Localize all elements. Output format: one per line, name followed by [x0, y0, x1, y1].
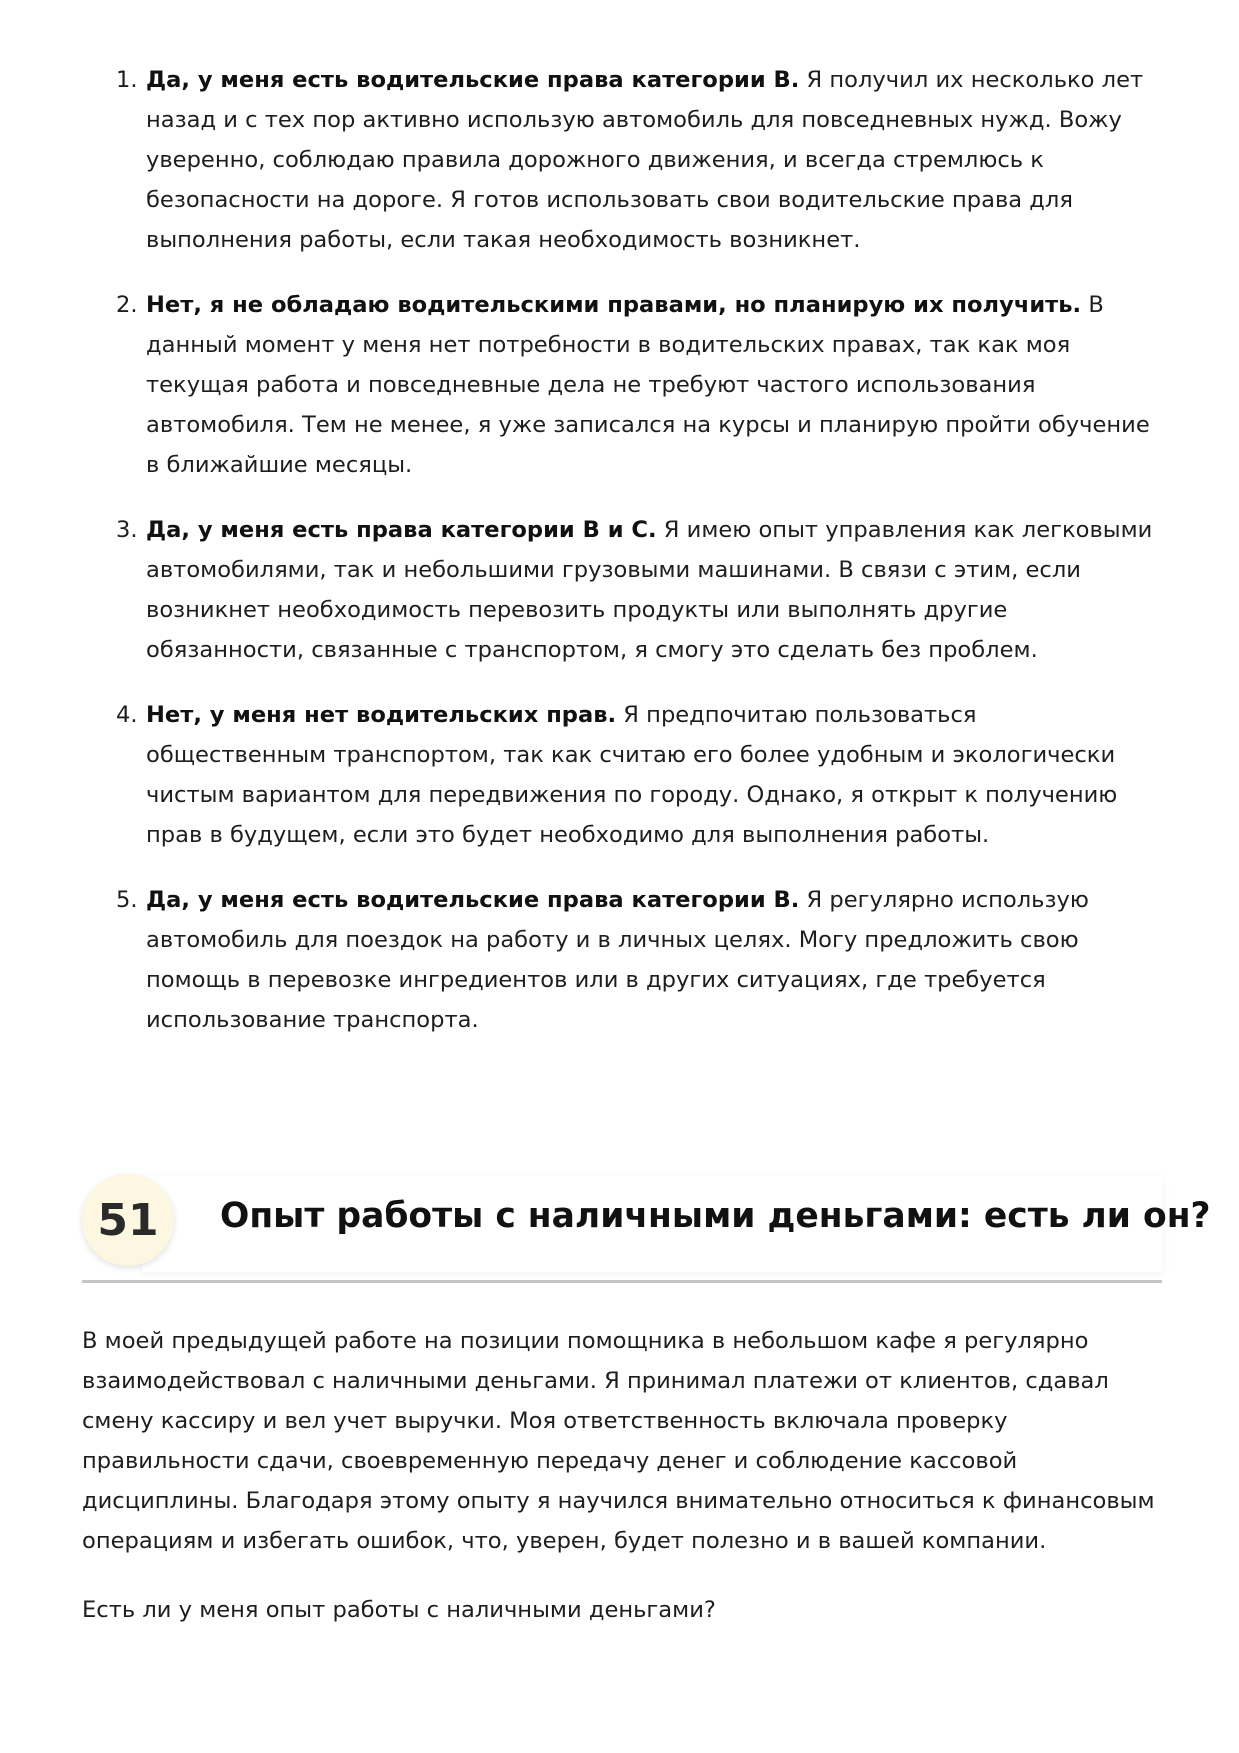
answer-text: Я имею опыт управления как легковыми автомобилями, так и небольшими грузовыми машинами. В связи с этим, если возникнет необходимость перевозить продукты или выполнять другие обязанности, связанные с транспортом, я смогу это сделать без проблем. — [146, 517, 1153, 663]
answer-item — [116, 285, 1161, 485]
answer-number: 1. — [116, 67, 138, 93]
answer-lead: Да, у меня есть права категории B и C. — [146, 517, 657, 543]
answer-lead: Нет, я не обладаю водительскими правами, но планирую их получить. — [146, 292, 1082, 318]
answer-number: 3. — [116, 517, 138, 543]
section-number-badge: 51 — [82, 1174, 174, 1266]
body-question: Есть ли у меня опыт работы с наличными деньгами? — [82, 1597, 716, 1623]
answer-list — [116, 60, 1161, 1065]
answer-item — [116, 880, 1161, 1040]
section-divider — [82, 1280, 1162, 1283]
answer-text: Я регулярно использую автомобиль для поездок на работу и в личных целях. Могу предложить свою помощь в перевозке ингредиентов или в других ситуациях, где требуется использование транспорта. — [146, 887, 1089, 1033]
answer-number: 2. — [116, 292, 138, 318]
answer-lead: Да, у меня есть водительские права категории B. — [146, 887, 800, 913]
section-title: Опыт работы с наличными деньгами: есть ли он? — [220, 1196, 1211, 1236]
section-header — [82, 1168, 1211, 1283]
answer-lead: Нет, у меня нет водительских прав. — [146, 702, 617, 728]
answer-lead: Да, у меня есть водительские права категории B. — [146, 67, 800, 93]
answer-number: 5. — [116, 887, 138, 913]
answer-number: 4. — [116, 702, 138, 728]
body-paragraph: В моей предыдущей работе на позиции помощника в небольшом кафе я регулярно взаимодействовал с наличными деньгами. Я принимал платежи от клиентов, сдавал смену кассиру и вел учет выручки. Моя ответственность включала проверку правильности сдачи, своевременную передачу денег и соблюдение кассовой дисциплины. Благодаря этому опыту я научился внимательно относиться к финансовым операциям и избегать ошибок, что, уверен, будет полезно и в вашей компании. — [82, 1328, 1155, 1554]
answer-text: Я получил их несколько лет назад и с тех пор активно использую автомобиль для повседневных нужд. Вожу уверенно, соблюдаю правила дорожного движения, и всегда стремлюсь к безопасности на дороге. Я готов использовать свои водительские права для выполнения работы, если такая необходимость возникнет. — [146, 67, 1144, 253]
answer-text: В данный момент у меня нет потребности в водительских правах, так как моя текущая работа и повседневные дела не требуют частого использования автомобиля. Тем не менее, я уже записался на курсы и планирую пройти обучение в ближайшие месяцы. — [146, 292, 1150, 478]
answer-item — [116, 510, 1161, 670]
answer-item — [116, 695, 1161, 855]
answer-item — [116, 60, 1161, 260]
answer-text: Я предпочитаю пользоваться общественным транспортом, так как считаю его более удобным и экологически чистым вариантом для передвижения по городу. Однако, я открыт к получению прав в будущем, если это будет необходимо для выполнения работы. — [146, 702, 1118, 848]
